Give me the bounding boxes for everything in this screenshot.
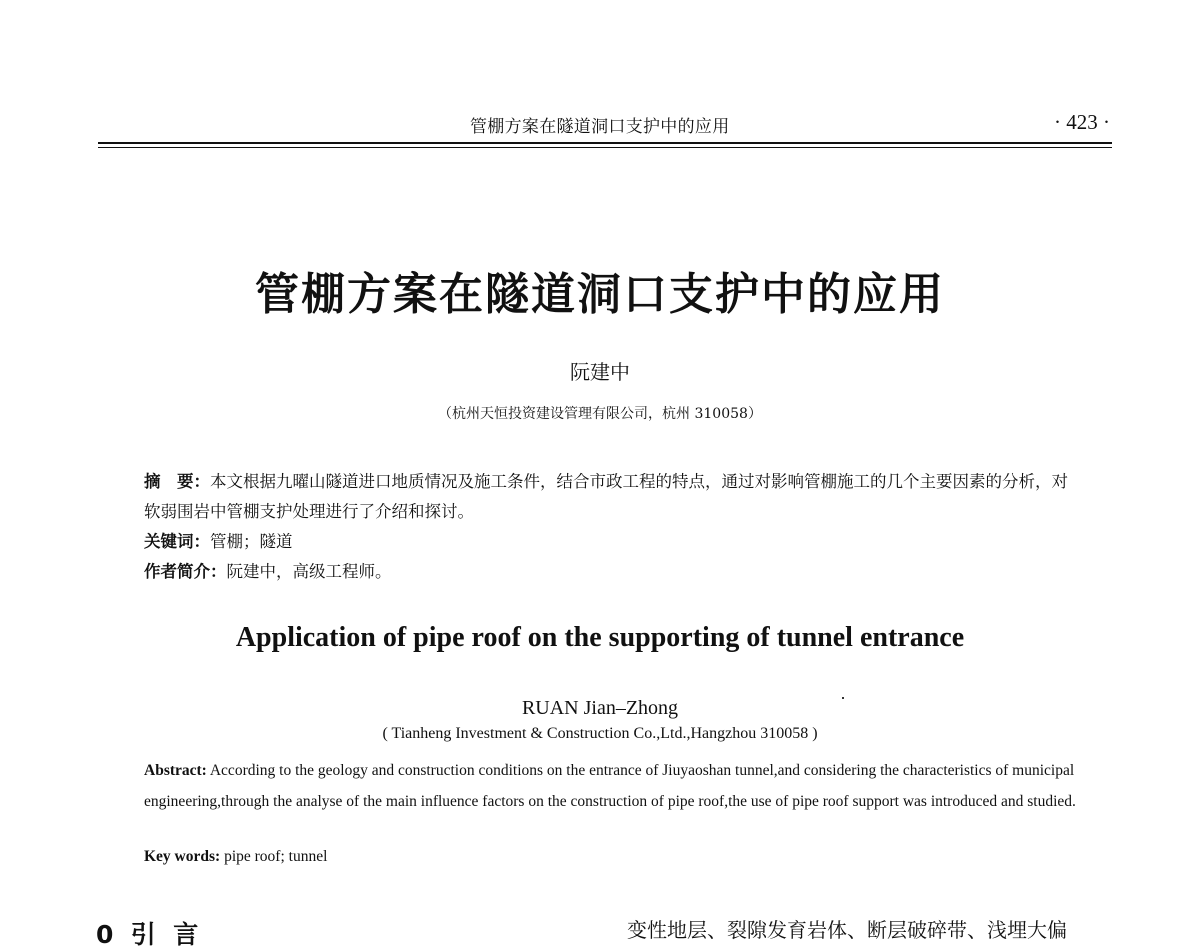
header-rule-thick [98, 142, 1112, 144]
chinese-title: 管棚方案在隧道洞口支护中的应用 [255, 269, 945, 320]
chinese-author-intro [144, 557, 1074, 587]
running-title: 管棚方案在隧道洞口支护中的应用 [470, 117, 730, 137]
english-abstract-text: According to the geology and construction conditions on the entrance of Jiuyaoshan tunnel,and considering the characteristics of municipal engineering,through the analyse of the main influence factors on the construction of pipe roof,the use of pipe roof support was introduced and studied. [144, 762, 1076, 810]
header-rule-thin [98, 147, 1112, 148]
english-author: RUAN Jian–Zhong [521, 697, 679, 719]
english-affiliation: ( Tianheng Investment & Construction Co.,Ltd.,Hangzhou 310058 ) [382, 725, 818, 742]
english-keywords-label: Key words: [144, 848, 221, 865]
page-number: · 423 · [1054, 110, 1110, 134]
chinese-author-intro-label: 作者简介： [144, 562, 227, 581]
chinese-author-intro-text: 阮建中，高级工程师。 [226, 562, 392, 581]
chinese-keywords [144, 527, 1074, 557]
english-title: Application of pipe roof on the supporting of tunnel entrance [235, 622, 965, 653]
english-keywords [144, 848, 327, 866]
chinese-author: 阮建中 [570, 360, 630, 384]
chinese-keywords-label: 关键词： [144, 532, 210, 551]
english-keywords-text: pipe roof; tunnel [220, 848, 328, 865]
chinese-keywords-text: 管棚；隧道 [210, 532, 293, 551]
right-column-text: 变性地层、裂隙发育岩体、断层破碎带、浅埋大偏 [627, 918, 1067, 942]
english-abstract [144, 756, 1079, 817]
chinese-abstract-text: 本文根据九曜山隧道进口地质情况及施工条件，结合市政工程的特点，通过对影响管棚施工的几个主要因素的分析，对软弱围岩中管棚支护处理进行了介绍和探讨。 [144, 472, 1068, 521]
chinese-affiliation: （杭州天恒投资建设管理有限公司，杭州 310058） [438, 406, 762, 422]
chinese-abstract [144, 467, 1074, 527]
chinese-abstract-label: 摘 要： [144, 472, 210, 491]
section-heading: 0 引 言 [96, 920, 199, 949]
english-abstract-label: Abstract: [144, 762, 207, 779]
